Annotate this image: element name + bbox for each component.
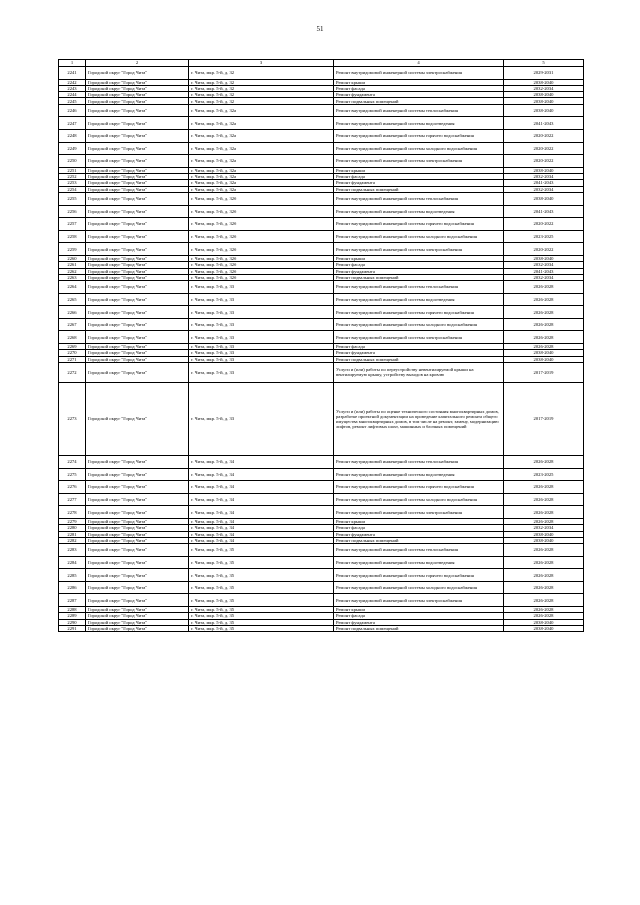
table-body: [59, 67, 584, 632]
period-cell: 2026-2028: [504, 594, 584, 607]
table-row: [59, 455, 584, 468]
row-number-cell: 2285: [59, 569, 86, 582]
work-type-cell: Ремонт внутридомовой инженерной системы электроснабжения: [334, 67, 504, 80]
row-number-cell: 2270: [59, 350, 86, 356]
period-cell: 2026-2028: [504, 281, 584, 294]
row-number-cell: 2253: [59, 180, 86, 186]
period-cell: 2038-2040: [504, 92, 584, 98]
period-cell: 2026-2028: [504, 544, 584, 557]
work-type-cell: Ремонт внутридомовой инженерной системы электроснабжения: [334, 594, 504, 607]
period-cell: 2032-2034: [504, 274, 584, 280]
row-number-cell: 2250: [59, 155, 86, 168]
table-row: [59, 581, 584, 594]
work-type-cell: Ремонт внутридомовой инженерной системы холодного водоснабжения: [334, 493, 504, 506]
address-cell: г. Чита, мкр. 5-й, д. 33: [189, 293, 334, 306]
table-row: [59, 192, 584, 205]
address-cell: г. Чита, мкр. 5-й, д. 34: [189, 455, 334, 468]
table-row: [59, 544, 584, 557]
work-type-cell: Ремонт внутридомовой инженерной системы водоотведения: [334, 293, 504, 306]
address-cell: г. Чита, мкр. 5-й, д. 34: [189, 506, 334, 519]
table-row: [59, 625, 584, 631]
table-row: [59, 594, 584, 607]
work-type-cell: Ремонт фундамента: [334, 180, 504, 186]
municipality-cell: Городской округ "Город Чита": [86, 142, 189, 155]
table-row: [59, 117, 584, 130]
table-row: [59, 481, 584, 494]
municipality-cell: Городской округ "Город Чита": [86, 506, 189, 519]
work-type-cell: Ремонт подвальных помещений: [334, 537, 504, 543]
address-cell: г. Чита, мкр. 5-й, д. 32а: [189, 180, 334, 186]
table-header-row: [59, 60, 584, 67]
municipality-cell: Городской округ "Город Чита": [86, 613, 189, 619]
address-cell: г. Чита, мкр. 5-й, д. 33: [189, 281, 334, 294]
period-cell: 2038-2040: [504, 192, 584, 205]
row-number-cell: 2272: [59, 362, 86, 382]
municipality-cell: Городской округ "Город Чита": [86, 104, 189, 117]
row-number-cell: 2254: [59, 186, 86, 192]
work-type-cell: Ремонт фасада: [334, 344, 504, 350]
municipality-cell: Городской округ "Город Чита": [86, 67, 189, 80]
row-number-cell: 2280: [59, 525, 86, 531]
table-row: [59, 556, 584, 569]
period-cell: 2041-2043: [504, 205, 584, 218]
work-type-cell: Ремонт внутридомовой инженерной системы холодного водоснабжения: [334, 142, 504, 155]
row-number-cell: 2268: [59, 331, 86, 344]
period-cell: 2038-2040: [504, 537, 584, 543]
work-type-cell: Ремонт внутридомовой инженерной системы горячего водоснабжения: [334, 306, 504, 319]
work-type-cell: Ремонт внутридомовой инженерной системы горячего водоснабжения: [334, 129, 504, 142]
address-cell: г. Чита, мкр. 5-й, д. 32: [189, 92, 334, 98]
capital-repair-table: [58, 59, 584, 632]
row-number-cell: 2262: [59, 268, 86, 274]
work-type-cell: Ремонт фасада: [334, 262, 504, 268]
work-type-cell: Ремонт внутридомовой инженерной системы холодного водоснабжения: [334, 318, 504, 331]
period-cell: 2017-2019: [504, 382, 584, 455]
municipality-cell: Городской округ "Город Чита": [86, 362, 189, 382]
municipality-cell: Городской округ "Город Чита": [86, 85, 189, 91]
address-cell: г. Чита, мкр. 5-й, д. 32б: [189, 205, 334, 218]
municipality-cell: Городской округ "Город Чита": [86, 117, 189, 130]
column-header: 1: [59, 60, 86, 67]
municipality-cell: Городской округ "Город Чита": [86, 92, 189, 98]
work-type-cell: Ремонт внутридомовой инженерной системы горячего водоснабжения: [334, 481, 504, 494]
work-type-cell: Ремонт внутридомовой инженерной системы водоотведения: [334, 117, 504, 130]
work-type-cell: Ремонт внутридомовой инженерной системы электроснабжения: [334, 506, 504, 519]
municipality-cell: Городской округ "Город Чита": [86, 619, 189, 625]
table-row: [59, 218, 584, 231]
period-cell: 2026-2028: [504, 569, 584, 582]
table-row: [59, 205, 584, 218]
address-cell: г. Чита, мкр. 5-й, д. 35: [189, 625, 334, 631]
period-cell: 2038-2040: [504, 104, 584, 117]
period-cell: 2026-2028: [504, 306, 584, 319]
address-cell: г. Чита, мкр. 5-й, д. 33: [189, 331, 334, 344]
municipality-cell: Городской округ "Город Чита": [86, 174, 189, 180]
address-cell: г. Чита, мкр. 5-й, д. 32б: [189, 230, 334, 243]
period-cell: 2041-2043: [504, 180, 584, 186]
row-number-cell: 2252: [59, 174, 86, 180]
period-cell: 2032-2034: [504, 186, 584, 192]
row-number-cell: 2269: [59, 344, 86, 350]
period-cell: 2038-2040: [504, 79, 584, 85]
period-cell: 2032-2034: [504, 262, 584, 268]
address-cell: г. Чита, мкр. 5-й, д. 34: [189, 537, 334, 543]
municipality-cell: Городской округ "Город Чита": [86, 493, 189, 506]
period-cell: 2041-2043: [504, 268, 584, 274]
row-number-cell: 2244: [59, 92, 86, 98]
row-number-cell: 2255: [59, 192, 86, 205]
period-cell: 2026-2028: [504, 493, 584, 506]
period-cell: 2029-2031: [504, 67, 584, 80]
work-type-cell: Ремонт крыши: [334, 518, 504, 524]
municipality-cell: Городской округ "Город Чита": [86, 274, 189, 280]
address-cell: г. Чита, мкр. 5-й, д. 33: [189, 382, 334, 455]
row-number-cell: 2248: [59, 129, 86, 142]
row-number-cell: 2259: [59, 243, 86, 256]
period-cell: 2026-2028: [504, 556, 584, 569]
row-number-cell: 2241: [59, 67, 86, 80]
period-cell: 2026-2028: [504, 455, 584, 468]
address-cell: г. Чита, мкр. 5-й, д. 32: [189, 67, 334, 80]
work-type-cell: Ремонт фундамента: [334, 531, 504, 537]
table-row: [59, 569, 584, 582]
period-cell: 2038-2040: [504, 167, 584, 173]
table-row: [59, 493, 584, 506]
address-cell: г. Чита, мкр. 5-й, д. 32а: [189, 142, 334, 155]
row-number-cell: 2264: [59, 281, 86, 294]
address-cell: г. Чита, мкр. 5-й, д. 32б: [189, 274, 334, 280]
work-type-cell: Ремонт фундамента: [334, 619, 504, 625]
work-type-cell: Ремонт внутридомовой инженерной системы горячего водоснабжения: [334, 569, 504, 582]
period-cell: 2020-2022: [504, 129, 584, 142]
work-type-cell: Ремонт подвальных помещений: [334, 356, 504, 362]
municipality-cell: Городской округ "Город Чита": [86, 293, 189, 306]
row-number-cell: 2251: [59, 167, 86, 173]
row-number-cell: 2283: [59, 544, 86, 557]
column-header: 4: [334, 60, 504, 67]
address-cell: г. Чита, мкр. 5-й, д. 33: [189, 318, 334, 331]
period-cell: 2038-2040: [504, 625, 584, 631]
municipality-cell: Городской округ "Город Чита": [86, 356, 189, 362]
period-cell: 2038-2040: [504, 255, 584, 261]
work-type-cell: Ремонт подвальных помещений: [334, 274, 504, 280]
period-cell: 2026-2028: [504, 344, 584, 350]
address-cell: г. Чита, мкр. 5-й, д. 35: [189, 613, 334, 619]
period-cell: 2026-2028: [504, 293, 584, 306]
municipality-cell: Городской округ "Город Чита": [86, 525, 189, 531]
period-cell: 2017-2019: [504, 362, 584, 382]
work-type-cell: Ремонт фасада: [334, 613, 504, 619]
municipality-cell: Городской округ "Город Чита": [86, 556, 189, 569]
period-cell: 2026-2028: [504, 607, 584, 613]
row-number-cell: 2275: [59, 468, 86, 481]
table-row: [59, 318, 584, 331]
period-cell: 2026-2028: [504, 331, 584, 344]
work-type-cell: Услуги и (или) работы по переустройству невентилируемой крыши на вентилируемую крышу, устройству выходов на кровлю: [334, 362, 504, 382]
work-type-cell: Ремонт подвальных помещений: [334, 625, 504, 631]
municipality-cell: Городской округ "Город Чита": [86, 569, 189, 582]
municipality-cell: Городской округ "Город Чита": [86, 625, 189, 631]
municipality-cell: Городской округ "Город Чита": [86, 268, 189, 274]
row-number-cell: 2243: [59, 85, 86, 91]
address-cell: г. Чита, мкр. 5-й, д. 34: [189, 531, 334, 537]
row-number-cell: 2291: [59, 625, 86, 631]
municipality-cell: Городской округ "Город Чита": [86, 382, 189, 455]
table-row: [59, 281, 584, 294]
address-cell: г. Чита, мкр. 5-й, д. 35: [189, 619, 334, 625]
period-cell: 2038-2040: [504, 350, 584, 356]
municipality-cell: Городской округ "Город Чита": [86, 581, 189, 594]
column-header: 3: [189, 60, 334, 67]
work-type-cell: Ремонт фасада: [334, 174, 504, 180]
row-number-cell: 2271: [59, 356, 86, 362]
address-cell: г. Чита, мкр. 5-й, д. 33: [189, 344, 334, 350]
period-cell: 2041-2043: [504, 117, 584, 130]
table-row: [59, 382, 584, 455]
row-number-cell: 2273: [59, 382, 86, 455]
period-cell: 2026-2028: [504, 318, 584, 331]
address-cell: г. Чита, мкр. 5-й, д. 34: [189, 468, 334, 481]
work-type-cell: Ремонт внутридомовой инженерной системы теплоснабжения: [334, 455, 504, 468]
municipality-cell: Городской округ "Город Чита": [86, 205, 189, 218]
address-cell: г. Чита, мкр. 5-й, д. 35: [189, 581, 334, 594]
municipality-cell: Городской округ "Город Чита": [86, 468, 189, 481]
address-cell: г. Чита, мкр. 5-й, д. 34: [189, 493, 334, 506]
period-cell: 2038-2040: [504, 619, 584, 625]
address-cell: г. Чита, мкр. 5-й, д. 32: [189, 85, 334, 91]
municipality-cell: Городской округ "Город Чита": [86, 455, 189, 468]
row-number-cell: 2247: [59, 117, 86, 130]
period-cell: 2038-2040: [504, 356, 584, 362]
work-type-cell: Ремонт внутридомовой инженерной системы горячего водоснабжения: [334, 218, 504, 231]
row-number-cell: 2289: [59, 613, 86, 619]
row-number-cell: 2258: [59, 230, 86, 243]
work-type-cell: Ремонт крыши: [334, 79, 504, 85]
column-header: 2: [86, 60, 189, 67]
municipality-cell: Городской округ "Город Чита": [86, 180, 189, 186]
row-number-cell: 2242: [59, 79, 86, 85]
address-cell: г. Чита, мкр. 5-й, д. 35: [189, 556, 334, 569]
page-number: 51: [316, 25, 324, 33]
row-number-cell: 2246: [59, 104, 86, 117]
municipality-cell: Городской округ "Город Чита": [86, 518, 189, 524]
address-cell: г. Чита, мкр. 5-й, д. 35: [189, 607, 334, 613]
period-cell: 2020-2022: [504, 243, 584, 256]
address-cell: г. Чита, мкр. 5-й, д. 32а: [189, 104, 334, 117]
work-type-cell: Ремонт внутридомовой инженерной системы электроснабжения: [334, 155, 504, 168]
municipality-cell: Городской округ "Город Чита": [86, 281, 189, 294]
work-type-cell: Ремонт подвальных помещений: [334, 186, 504, 192]
work-type-cell: Ремонт внутридомовой инженерной системы электроснабжения: [334, 243, 504, 256]
row-number-cell: 2257: [59, 218, 86, 231]
municipality-cell: Городской округ "Город Чита": [86, 230, 189, 243]
table-row: [59, 362, 584, 382]
table-row: [59, 506, 584, 519]
work-type-cell: Ремонт внутридомовой инженерной системы водоотведения: [334, 468, 504, 481]
municipality-cell: Городской округ "Город Чита": [86, 218, 189, 231]
address-cell: г. Чита, мкр. 5-й, д. 32а: [189, 186, 334, 192]
period-cell: 2038-2040: [504, 531, 584, 537]
address-cell: г. Чита, мкр. 5-й, д. 33: [189, 350, 334, 356]
address-cell: г. Чита, мкр. 5-й, д. 32а: [189, 167, 334, 173]
municipality-cell: Городской округ "Город Чита": [86, 255, 189, 261]
row-number-cell: 2256: [59, 205, 86, 218]
row-number-cell: 2282: [59, 537, 86, 543]
period-cell: 2020-2022: [504, 218, 584, 231]
address-cell: г. Чита, мкр. 5-й, д. 33: [189, 362, 334, 382]
address-cell: г. Чита, мкр. 5-й, д. 33: [189, 356, 334, 362]
address-cell: г. Чита, мкр. 5-й, д. 32: [189, 98, 334, 104]
table-row: [59, 67, 584, 80]
work-type-cell: Ремонт внутридомовой инженерной системы теплоснабжения: [334, 544, 504, 557]
row-number-cell: 2276: [59, 481, 86, 494]
municipality-cell: Городской округ "Город Чита": [86, 544, 189, 557]
period-cell: 2020-2022: [504, 142, 584, 155]
period-cell: 2026-2028: [504, 581, 584, 594]
period-cell: 2032-2034: [504, 525, 584, 531]
period-cell: 2020-2022: [504, 155, 584, 168]
work-type-cell: Ремонт фундамента: [334, 350, 504, 356]
address-cell: г. Чита, мкр. 5-й, д. 32б: [189, 268, 334, 274]
period-cell: 2023-2025: [504, 230, 584, 243]
row-number-cell: 2267: [59, 318, 86, 331]
municipality-cell: Городской округ "Город Чита": [86, 98, 189, 104]
municipality-cell: Городской округ "Город Чита": [86, 167, 189, 173]
municipality-cell: Городской округ "Город Чита": [86, 186, 189, 192]
period-cell: 2032-2034: [504, 85, 584, 91]
municipality-cell: Городской округ "Город Чита": [86, 481, 189, 494]
row-number-cell: 2245: [59, 98, 86, 104]
table-row: [59, 243, 584, 256]
address-cell: г. Чита, мкр. 5-й, д. 32а: [189, 174, 334, 180]
table-row: [59, 331, 584, 344]
address-cell: г. Чита, мкр. 5-й, д. 32б: [189, 192, 334, 205]
table-row: [59, 468, 584, 481]
municipality-cell: Городской округ "Город Чита": [86, 79, 189, 85]
address-cell: г. Чита, мкр. 5-й, д. 35: [189, 569, 334, 582]
row-number-cell: 2266: [59, 306, 86, 319]
address-cell: г. Чита, мкр. 5-й, д. 34: [189, 525, 334, 531]
table-row: [59, 230, 584, 243]
address-cell: г. Чита, мкр. 5-й, д. 32б: [189, 218, 334, 231]
work-type-cell: Ремонт фундамента: [334, 92, 504, 98]
table-row: [59, 129, 584, 142]
work-type-cell: Ремонт внутридомовой инженерной системы холодного водоснабжения: [334, 581, 504, 594]
period-cell: 2026-2028: [504, 481, 584, 494]
address-cell: г. Чита, мкр. 5-й, д. 35: [189, 594, 334, 607]
work-type-cell: Ремонт крыши: [334, 255, 504, 261]
row-number-cell: 2279: [59, 518, 86, 524]
work-type-cell: Ремонт фундамента: [334, 268, 504, 274]
municipality-cell: Городской округ "Город Чита": [86, 607, 189, 613]
period-cell: 2023-2025: [504, 468, 584, 481]
row-number-cell: 2261: [59, 262, 86, 268]
row-number-cell: 2274: [59, 455, 86, 468]
address-cell: г. Чита, мкр. 5-й, д. 32б: [189, 255, 334, 261]
address-cell: г. Чита, мкр. 5-й, д. 34: [189, 518, 334, 524]
period-cell: 2026-2028: [504, 506, 584, 519]
work-type-cell: Ремонт крыши: [334, 167, 504, 173]
work-type-cell: Ремонт фасада: [334, 85, 504, 91]
work-type-cell: Ремонт внутридомовой инженерной системы теплоснабжения: [334, 104, 504, 117]
column-header: 5: [504, 60, 584, 67]
municipality-cell: Городской округ "Город Чита": [86, 262, 189, 268]
address-cell: г. Чита, мкр. 5-й, д. 32: [189, 79, 334, 85]
municipality-cell: Городской округ "Город Чита": [86, 331, 189, 344]
work-type-cell: Услуги и (или) работы по оценке технического состояния многоквартирных домов, разработке проектной документации на проведение капитального ремонта общего имущества многоквартирных домов, в том числе на ремонт, замену, модернизацию лифтов, ремонт лифтовых шахт, машинных и блочных помещений: [334, 382, 504, 455]
row-number-cell: 2287: [59, 594, 86, 607]
work-type-cell: Ремонт внутридомовой инженерной системы холодного водоснабжения: [334, 230, 504, 243]
period-cell: 2038-2040: [504, 98, 584, 104]
table-row: [59, 142, 584, 155]
work-type-cell: Ремонт внутридомовой инженерной системы теплоснабжения: [334, 192, 504, 205]
period-cell: 2026-2028: [504, 613, 584, 619]
address-cell: г. Чита, мкр. 5-й, д. 32б: [189, 243, 334, 256]
municipality-cell: Городской округ "Город Чита": [86, 318, 189, 331]
address-cell: г. Чита, мкр. 5-й, д. 32б: [189, 262, 334, 268]
municipality-cell: Городской округ "Город Чита": [86, 531, 189, 537]
work-type-cell: Ремонт внутридомовой инженерной системы теплоснабжения: [334, 281, 504, 294]
row-number-cell: 2278: [59, 506, 86, 519]
address-cell: г. Чита, мкр. 5-й, д. 32а: [189, 117, 334, 130]
municipality-cell: Городской округ "Город Чита": [86, 243, 189, 256]
municipality-cell: Городской округ "Город Чита": [86, 537, 189, 543]
row-number-cell: 2288: [59, 607, 86, 613]
municipality-cell: Городской округ "Город Чита": [86, 594, 189, 607]
row-number-cell: 2265: [59, 293, 86, 306]
municipality-cell: Городской округ "Город Чита": [86, 129, 189, 142]
table-row: [59, 104, 584, 117]
municipality-cell: Городской округ "Город Чита": [86, 344, 189, 350]
period-cell: 2026-2028: [504, 518, 584, 524]
row-number-cell: 2277: [59, 493, 86, 506]
row-number-cell: 2284: [59, 556, 86, 569]
row-number-cell: 2260: [59, 255, 86, 261]
row-number-cell: 2290: [59, 619, 86, 625]
municipality-cell: Городской округ "Город Чита": [86, 306, 189, 319]
address-cell: г. Чита, мкр. 5-й, д. 32а: [189, 155, 334, 168]
work-type-cell: Ремонт фасада: [334, 525, 504, 531]
address-cell: г. Чита, мкр. 5-й, д. 33: [189, 306, 334, 319]
work-type-cell: Ремонт внутридомовой инженерной системы водоотведения: [334, 556, 504, 569]
work-type-cell: Ремонт внутридомовой инженерной системы электроснабжения: [334, 331, 504, 344]
municipality-cell: Городской округ "Город Чита": [86, 155, 189, 168]
row-number-cell: 2263: [59, 274, 86, 280]
table-row: [59, 155, 584, 168]
table-row: [59, 293, 584, 306]
row-number-cell: 2249: [59, 142, 86, 155]
table-row: [59, 306, 584, 319]
address-cell: г. Чита, мкр. 5-й, д. 34: [189, 481, 334, 494]
work-type-cell: Ремонт крыши: [334, 607, 504, 613]
address-cell: г. Чита, мкр. 5-й, д. 32а: [189, 129, 334, 142]
work-type-cell: Ремонт внутридомовой инженерной системы водоотведения: [334, 205, 504, 218]
address-cell: г. Чита, мкр. 5-й, д. 35: [189, 544, 334, 557]
period-cell: 2032-2034: [504, 174, 584, 180]
municipality-cell: Городской округ "Город Чита": [86, 192, 189, 205]
work-type-cell: Ремонт подвальных помещений: [334, 98, 504, 104]
row-number-cell: 2281: [59, 531, 86, 537]
row-number-cell: 2286: [59, 581, 86, 594]
municipality-cell: Городской округ "Город Чита": [86, 350, 189, 356]
